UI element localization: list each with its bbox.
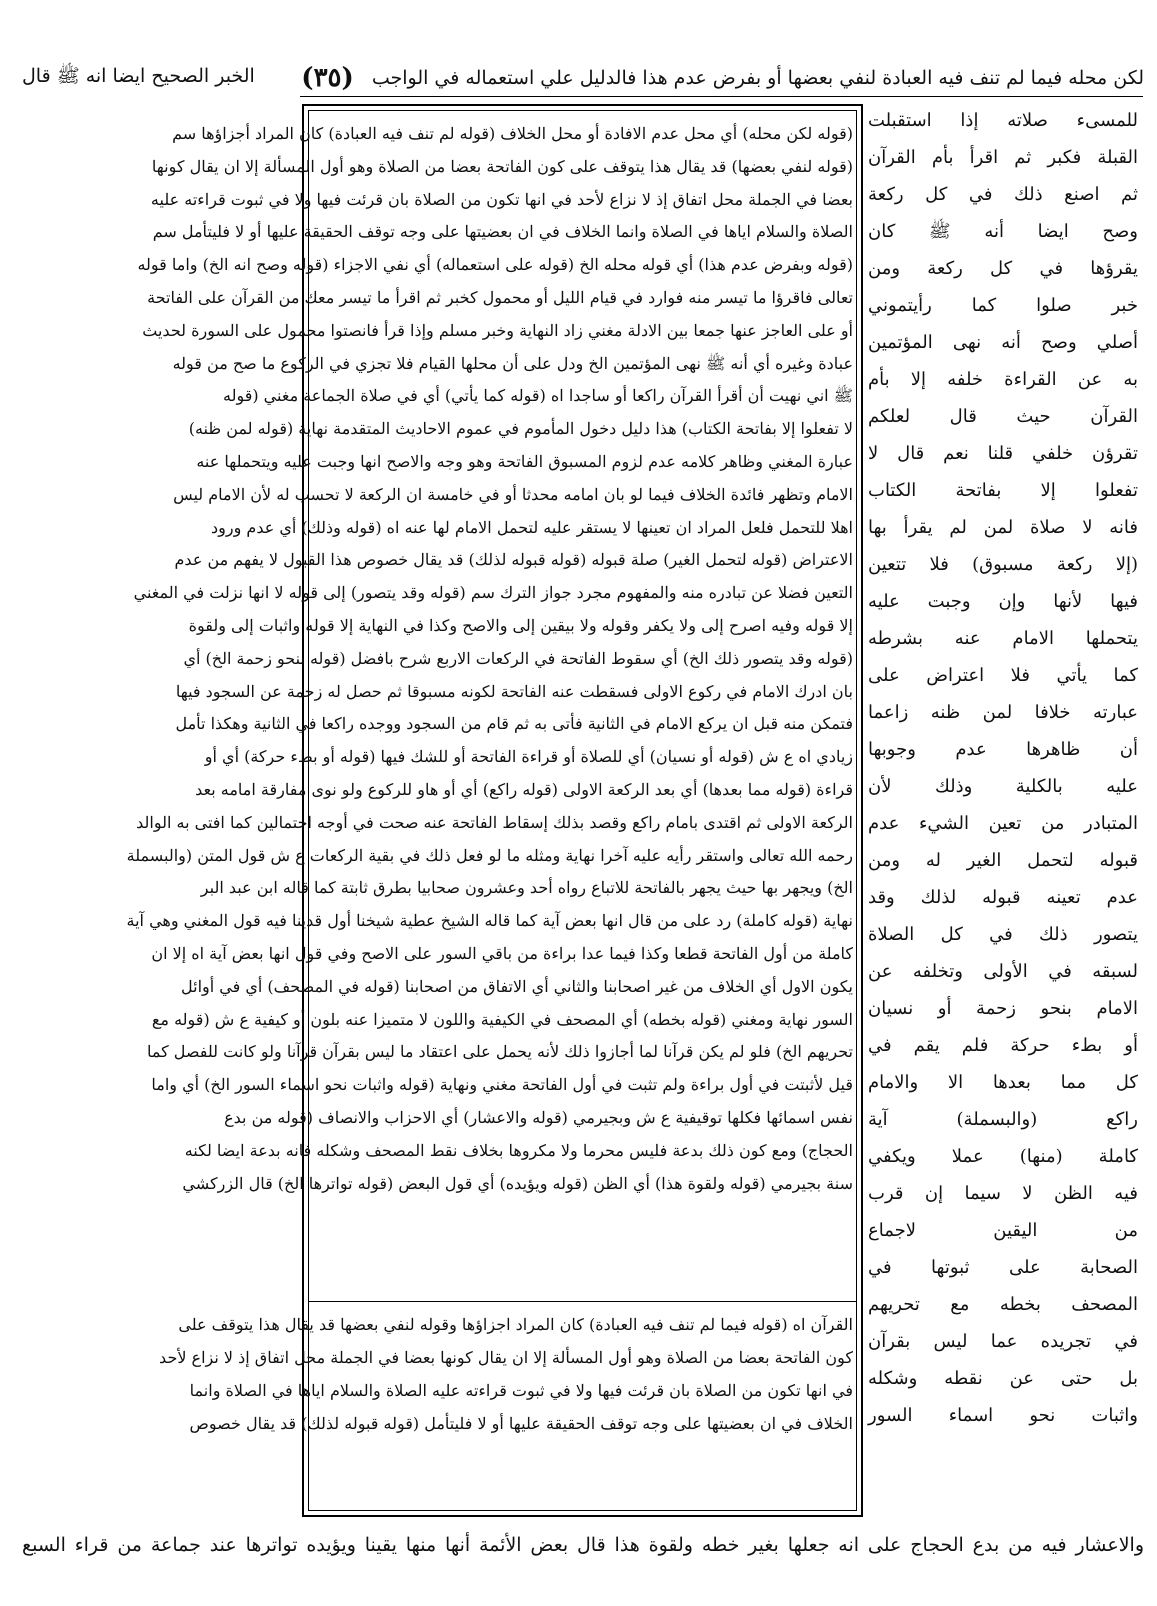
commentary-line: نفس اسمائها فكلها توقيفية ع ش وبجيرمي (قوله والاعشار) أي الاحزاب والانصاف (قوله من بدع (224, 1107, 853, 1127)
commentary-line: (قوله وقد يتصور ذلك الخ) أي سقوط الفاتحة في الركعات الاربع شرح بافضل (قوله بنحو زحمة الخ) أي (183, 648, 853, 668)
margin-text-line: من اليقين لاجماع (868, 1220, 1138, 1241)
commentary-line: أو على العاجز عنها جمعا بين الادلة مغني زاد النهاية وخبر مسلم وإذا قرأ فانصتوا محمول على السورة لحديث (142, 320, 853, 340)
margin-text-line: لسبقه في الأولى وتخلفه عن (868, 961, 1138, 982)
commentary-line: زيادي اه ع ش (قوله أو نسيان) أي للصلاة أو قراءة الفاتحة أو للشك فيها (قوله أو بطء حركة) أي أو (204, 747, 853, 767)
commentary-line: الخ) ويجهر بها حيث يجهر بالفاتحة للاتباع رواه أحد وعشرون صحابيا بطرق ثابتة كما قاله ابن عبد البر (200, 878, 853, 898)
margin-text-line: تقرؤن خلفي قلنا نعم قال لا (868, 443, 1138, 464)
commentary-separator (308, 1301, 857, 1302)
commentary-line: إلا قوله وفيه اصرح إلى ولا يكفر وقوله ولا بيقين إلى والاصح وكذا في النهاية إلا قوله واثبات إلى ولقوة (188, 615, 853, 635)
commentary-line: ﷺ اني نهيت أن أقرأ القرآن راكعا أو ساجدا اه (قوله كما يأتي) أي في صلاة الجماعة مغني (قوله (222, 386, 853, 406)
margin-text-line: في تجريده عما ليس بقرآن (868, 1331, 1138, 1352)
margin-text-line: قبوله لتحمل الغير له ومن (868, 850, 1138, 871)
commentary-line: الصلاة والسلام اياها في الصلاة وانما الخلاف في ان بعضيتها على وجه توقف الحقيقة عليها أو لا فليتأمل سم (152, 222, 853, 242)
margin-text-line: واثبات نحو اسماء السور (868, 1405, 1138, 1426)
bottom-continuation-line: والاعشار فيه من بدع الحجاج على انه جعلها بغير خطه ولقوة هذا قال بعض الأئمة أنها منها يقينا ويؤيده تواترها عند جماعة من قراء السبع (22, 1534, 1144, 1556)
commentary-line: قراءة (قوله مما بعدها) أي بعد الركعة الاولى (قوله راكع) أي أو هاو للركوع ولو نوى مفارقة امامه بعد (195, 779, 853, 799)
commentary-line: (قوله لنفي بعضها) قد يقال هذا يتوقف على كون الفاتحة بعضا من الصلاة وهو أول المسألة إلا ان يقال كونها (151, 156, 853, 176)
margin-text-line: كما يأتي فلا اعتراض على (868, 665, 1138, 686)
commentary-line: (قوله وبفرض عدم هذا) أي قوله محله الخ (قوله على استعماله) أي نفي الاجزاء (قوله وصح انه الخ) واما قوله (137, 255, 853, 275)
margin-text-line: فيها لأنها وإن وجبت عليه (868, 591, 1138, 612)
commentary-line: عبادة وغيره أي أنه ﷺ نهى المؤتمين الخ ودل على أن محلها القيام فلا تجزي في الركوع ما صح من قوله (172, 353, 853, 373)
margin-text-line: عبارته خلافا لمن ظنه زاعما (868, 702, 1138, 723)
header-running-title: لكن محله فيما لم تنف فيه العبادة لنفي بعضها أو بفرض عدم هذا فالدليل علي استعماله في الواجب (371, 67, 1144, 89)
commentary-line: الاعتراض (قوله لتحمل الغير) صلة قبوله (قوله قبوله لذلك) قد يقال خصوص هذا القبول لا يفهم من عدم (174, 550, 853, 570)
commentary-line: السور نهاية ومغني (قوله بخطه) أي المصحف في الكيفية واللون لا متميزا عنه بلون أو كيفية ع ش (قوله مع (151, 1009, 853, 1029)
commentary-line: (قوله لكن محله) أي محل عدم الافادة أو محل الخلاف (قوله لم تنف فيه العبادة) كان المراد أجزاؤها سم (172, 124, 853, 143)
margin-text-line: أصلي وصح أنه نهى المؤتمين (868, 332, 1138, 353)
header-margin-caption: الخبر الصحيح ايضا انه ﷺ قال (22, 65, 255, 87)
commentary-line: نهاية (قوله كاملة) رد على من قال انها بعض آية كما قاله الشيخ عطية شيخنا أول قدينا فيه قول المغني وهي آية (126, 911, 853, 931)
commentary-line: بان ادرك الامام في ركوع الاولى فسقطت عنه الفاتحة لكونه مسبوقا ثم حصل له زحمة عن السجود فيها (175, 681, 853, 701)
margin-text-line: يقرؤها في كل ركعة ومن (868, 258, 1138, 279)
margin-text-line: المصحف بخطه مع تحريهم (868, 1294, 1138, 1315)
page-number: (٣٥) (301, 63, 354, 93)
margin-text-line: كل مما بعدها الا والامام (868, 1072, 1138, 1093)
margin-text-line: تفعلوا إلا بفاتحة الكتاب (868, 480, 1138, 501)
margin-text-line: فيه الظن لا سيما إن قرب (868, 1183, 1138, 1204)
commentary-line: لا تفعلوا إلا بفاتحة الكتاب) هذا دليل دخول المأموم في عموم الاحاديث المتقدمة نهاية (قوله لمن ظنه) (188, 419, 853, 439)
commentary-line: الامام وتظهر فائدة الخلاف فيما لو بان امامه محدثا أو في خامسة ان الركعة لا تحسب له لأن الامام ليس (173, 484, 853, 504)
margin-text-line: أن ظاهرها عدم وجوبها (868, 739, 1138, 760)
commentary-line: التعين فضلا عن تبادره منه والمفهوم مجرد جواز الترك سم (قوله وقد يتصور) إلى قوله لا انها نزلت في المغني (133, 583, 853, 603)
margin-text-line: عليه بالكلية وذلك لأن (868, 776, 1138, 797)
margin-text-line: أو بطء حركة فلم يقم في (868, 1035, 1138, 1056)
margin-text-line: عدم تعينه قبوله لذلك وقد (868, 887, 1138, 908)
commentary-line: اهلا للتحمل فلعل المراد ان تعينها لا يستقر عليه لتحمل الامام لها عنه اه (قوله وذلك) أي عدم ورود (211, 517, 853, 537)
margin-text-line: القرآن حيث قال لعلكم (868, 406, 1138, 427)
margin-text-line: المتبادر من تعين الشيء عدم (868, 813, 1138, 834)
margin-text-line: خبر صلوا كما رأيتموني (868, 295, 1138, 316)
margin-text-line: الامام بنحو زحمة أو نسيان (868, 998, 1138, 1019)
commentary-line: يكون الاول أي الخلاف من غير اصحابنا والثاني أي الاتفاق من اصحابنا (قوله في المصحف) أي في أوائل (181, 976, 853, 996)
page-header (22, 60, 1144, 96)
commentary-main-text (126, 118, 853, 1298)
margin-text-column (868, 96, 1138, 1513)
margin-text-line: يتصور ذلك في كل الصلاة (868, 924, 1138, 945)
commentary-line: تحريهم الخ) فلو لم يكن قرآنا لما أجازوا ذلك لأنه يحمل على اعتقاد ما ليس بقرآن قرآنا ولو كانت للفصل كما (146, 1042, 853, 1062)
margin-text-line: راكع (والبسملة) آية (868, 1109, 1138, 1130)
commentary-line: قيل لأثبتت في أول براءة ولم تثبت في أول الفاتحة مغني ونهاية (قوله واثبات نحو اسماء السور الخ) أي واما (151, 1075, 853, 1095)
commentary-line: الحجاج) ومع كون ذلك بدعة فليس محرما ولا مكروها بخلاف نقط المصحف وشكله فانه بدعة ايضا لكنه (184, 1140, 853, 1160)
footnote-line: القرآن اه (قوله فيما لم تنف فيه العبادة) كان المراد اجزاؤها وقوله لنفي بعضها قد يقال هذا يتوقف على (178, 1315, 853, 1334)
commentary-line: تعالى فاقرؤا ما تيسر منه فوارد في قيام الليل أو محمول كخبر ثم اقرأ ما تيسر معك من القرآن على الفاتحة (147, 287, 853, 307)
commentary-footnote-text (159, 1308, 853, 1508)
margin-text-line: فانه لا صلاة لمن لم يقرأ بها (868, 517, 1138, 538)
commentary-line: الركعة الاولى ثم اقتدى بامام راكع وقصد بذلك إسقاط الفاتحة عنه صحت في أوجه احتمالين كما افتى به الوالد (136, 812, 853, 832)
commentary-line: كاملة من أول الفاتحة قطعا وكذا فيما عدا براءة من باقي السور على الاصح وفي قول انها بعض آية اه إلا ان (151, 943, 853, 963)
margin-text-line: (إلا ركعة مسبوق) فلا تتعين (868, 554, 1138, 575)
margin-text-line: ثم اصنع ذلك في كل ركعة (868, 184, 1138, 205)
commentary-line: عبارة المغني وظاهر كلامه عدم لزوم المسبوق الفاتحة وهو وجه والاصح انها وجبت عليه ويتحملها عنه (196, 451, 853, 471)
margin-text-line: الصحابة على ثبوتها في (868, 1257, 1138, 1278)
footnote-line: في انها تكون من الصلاة بان قرئت فيها ولا في ثبوت قراءته عليه الصلاة والسلام اياها في الصلاة وانما (189, 1381, 853, 1400)
margin-text-line: به عن القراءة خلفه إلا بأم (868, 369, 1138, 390)
margin-text-line: القبلة فكبر ثم اقرأ بأم القرآن (868, 147, 1138, 168)
margin-text-line: بل حتى عن نقطه وشكله (868, 1368, 1138, 1389)
margin-text-line: يتحملها الامام عنه بشرطه (868, 628, 1138, 649)
margin-text-line: وصح ايضا أنه ﷺ كان (868, 221, 1138, 242)
margin-text-line: للمسىء صلاته إذا استقبلت (868, 110, 1138, 131)
footnote-line: كون الفاتحة بعضا من الصلاة وهو أول المسألة إلا ان يقال كونها بعضا في الجملة محل اتفاق إذ لا نزاع لأحد (159, 1348, 853, 1367)
commentary-line: رحمه الله تعالى واستقر رأيه عليه آخرا نهاية ومثله ما لو فعل ذلك في بقية الركعات ع ش قول المتن (والبسملة (126, 845, 853, 865)
margin-text-line: كاملة (منها) عملا ويكفي (868, 1146, 1138, 1167)
commentary-line: فتمكن منه قبل ان يركع الامام في الثانية فأتى به ثم قام من السجود ووجده راكعا في الثانية وهكذا تأمل (175, 714, 853, 734)
commentary-line: سنة بجيرمي (قوله ولقوة هذا) أي الظن (قوله ويؤيده) أي قول البعض (قوله تواترها الخ) قال الزركشي (182, 1173, 853, 1193)
footnote-line: الخلاف في ان بعضيتها على وجه توقف الحقيقة عليها أو لا فليتأمل (قوله قبوله لذلك) قد يقال خصوص (189, 1414, 853, 1433)
commentary-line: بعضا في الجملة محل اتفاق إذ لا نزاع لأحد في انها تكون من الصلاة بان قرئت فيها ولا في ثبوت قراءته عليه (150, 189, 853, 209)
